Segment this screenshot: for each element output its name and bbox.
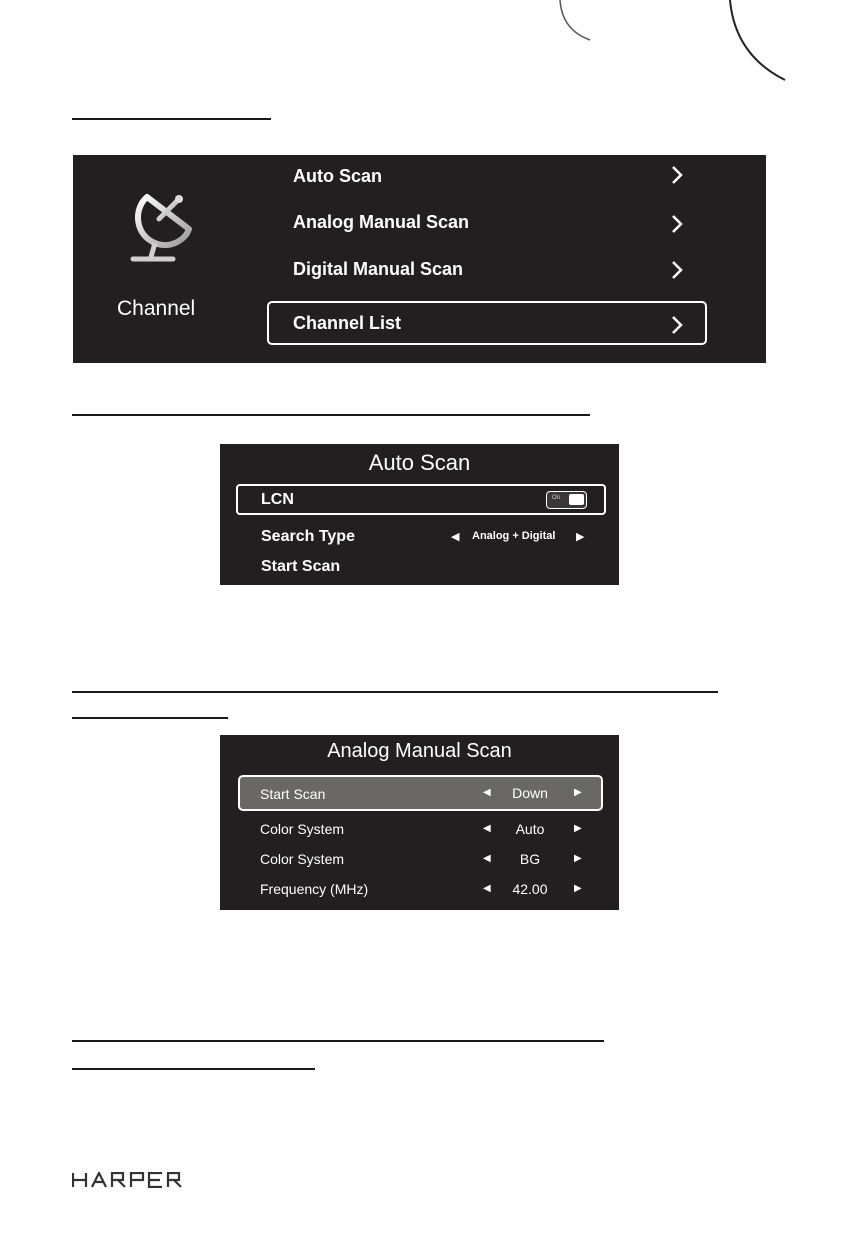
search-type-value: Analog + Digital (472, 530, 556, 542)
chevron-right-icon (669, 214, 685, 234)
analog-scan-title: Analog Manual Scan (327, 740, 512, 762)
blank-line-5 (72, 1040, 604, 1042)
channel-category-label: Channel (117, 297, 196, 320)
brand-text: HARPER (72, 1172, 77, 1173)
menu-item-digital-manual-scan[interactable]: Digital Manual Scan (293, 259, 464, 279)
left-arrow-icon[interactable]: ◀ (483, 787, 491, 798)
start-scan-item[interactable]: Start Scan (261, 558, 341, 575)
lcn-toggle[interactable] (546, 491, 587, 509)
frequency-label[interactable]: Frequency (MHz) (260, 881, 369, 897)
auto-scan-title: Auto Scan (368, 450, 471, 475)
menu-item-auto-scan[interactable]: Auto Scan (293, 166, 383, 186)
chevron-right-icon (669, 315, 685, 335)
menu-item-analog-manual-scan[interactable]: Analog Manual Scan (293, 212, 470, 232)
chevron-right-icon (669, 165, 685, 185)
left-arrow-icon[interactable]: ◀ (483, 853, 491, 864)
right-arrow-icon[interactable]: ▶ (574, 883, 582, 894)
left-arrow-icon[interactable]: ◀ (451, 531, 460, 543)
color-system-value: Auto (515, 821, 545, 837)
sound-system-label[interactable]: Color System (260, 851, 345, 867)
lcn-label: LCN (261, 491, 294, 508)
right-arrow-icon[interactable]: ▶ (576, 531, 585, 543)
start-scan-value: Down (512, 785, 548, 801)
search-type-label[interactable]: Search Type (261, 528, 355, 545)
start-scan-label[interactable]: Start Scan (260, 786, 326, 802)
left-arrow-icon[interactable]: ◀ (483, 823, 491, 834)
chevron-right-icon (669, 260, 685, 280)
right-arrow-icon[interactable]: ▶ (574, 823, 582, 834)
channel-menu-panel (73, 155, 766, 363)
analog-manual-scan-panel (220, 735, 619, 910)
left-arrow-icon[interactable]: ◀ (483, 883, 491, 894)
blank-line-2 (72, 414, 590, 416)
blank-line-1 (72, 118, 271, 120)
harper-logo (72, 1172, 192, 1188)
blank-line-6 (72, 1068, 315, 1070)
auto-scan-panel (220, 444, 619, 585)
blank-line-4 (72, 717, 228, 719)
color-system-label[interactable]: Color System (260, 821, 345, 837)
right-arrow-icon[interactable]: ▶ (574, 853, 582, 864)
toggle-knob (569, 494, 584, 505)
blank-line-3 (72, 691, 718, 693)
frequency-value: 42.00 (512, 881, 548, 897)
sound-system-value: BG (519, 851, 541, 867)
page-fold-decoration (530, 0, 790, 90)
right-arrow-icon[interactable]: ▶ (574, 787, 582, 798)
satellite-dish-icon (125, 191, 197, 263)
menu-item-channel-list[interactable]: Channel List (293, 313, 402, 333)
lcn-toggle-text: On (552, 495, 561, 501)
